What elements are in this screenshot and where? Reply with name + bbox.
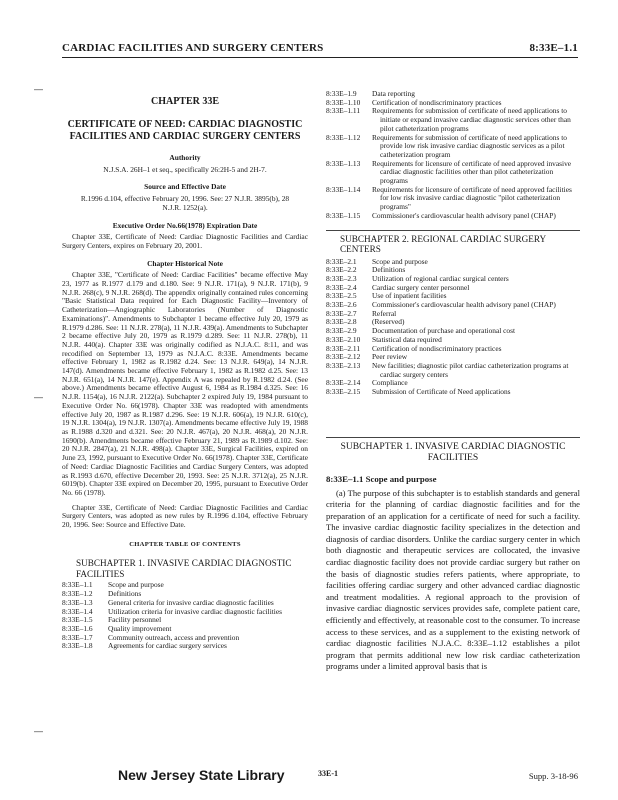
toc-entry-title: Requirements for submission of certificate of need applications to provide low risk invasive cardiac diagnostic services as a pilot catheterization program	[372, 132, 567, 159]
toc-entry-title: Definitions	[372, 265, 406, 275]
toc-entry	[326, 212, 580, 221]
toc-entry-number: 8:33E–1.12	[326, 132, 361, 142]
left-column	[62, 96, 308, 651]
toc-subchapter-1-title: SUBCHAPTER 1. INVASIVE CARDIAC DIAGNOSTIC FACILITIES	[76, 558, 292, 579]
toc-entry	[326, 160, 580, 186]
toc-entry-title: (Reserved)	[372, 317, 405, 327]
toc-entry-title: General criteria for invasive cardiac diagnostic facilities	[108, 597, 274, 607]
expiration-text: Chapter 33E, Certificate of Need: Cardiac Diagnostic Facilities and Cardiac Surgery Centers, expires on February 20, 2001.	[62, 232, 308, 250]
toc-entry	[62, 616, 308, 625]
toc-entry-number: 8:33E–1.7	[62, 632, 93, 642]
supplement-date: Supp. 3-18-96	[528, 771, 578, 781]
toc-entry	[62, 608, 308, 617]
toc-entry-title: Submission of Certificate of Need applications	[372, 387, 511, 397]
toc-entry-title: Definitions	[108, 589, 142, 599]
section-body-text: (a) The purpose of this subchapter is to establish standards and general criteria for the planning of cardiac diagnostic facilities and for the preparation of an application for a certificate of need for such a facility. The invasive cardiac diagnostic facility specializes in the detection and diagnosis of cardiac disorders. Unlike the cardiac surgery center in which both diagnostic and therapeutic services are collocated, the invasive cardiac diagnostic facility does not provide cardiac surgery but rather on the basis of diagnostic studies refers patients, where appropriate, to facilities offering cardiac surgery and other advanced cardiac diagnostic and treatment modalities. A regional approach to the provision of invasive cardiac diagnostic services provides safe, complete patient care, efficiently and effectively, at reasonable cost to the consumer. To increase access to these services, and as a supplement to the existing network of cardiac diagnostic facilities N.J.A.C. 8:33E–1.12 establishes a pilot program that permits additional new low risk cardiac catheterization programs under a limited approval basis that is	[326, 487, 580, 672]
toc-entry-title: Requirements for licensure of certificate of need approved facilities for low risk invasive cardiac diagnostic "pilot catheterization programs"	[372, 184, 572, 212]
toc-entry-title: Utilization of regional cardiac surgical centers	[372, 273, 509, 283]
history-paragraph-2: Chapter 33E, Certificate of Need: Cardiac Diagnostic Facilities and Cardiac Surgery Centers, was adopted as new rules by R.1996 d.104, effective February 20, 1996. See: Source and Effective Date.	[62, 502, 308, 530]
toc-entry-number: 8:33E–2.12	[326, 352, 361, 362]
toc-entry-number: 8:33E–2.4	[326, 282, 357, 292]
toc-entry	[326, 186, 580, 212]
page-number: 33E-1	[318, 769, 338, 778]
toc-subchapter-1-list-continued	[326, 90, 580, 221]
page-footer	[0, 767, 618, 789]
margin-mark: —	[34, 392, 43, 402]
toc-entry-number: 8:33E–2.3	[326, 273, 357, 283]
toc-entry-title: Referral	[372, 308, 397, 318]
toc-entry-title: Documentation of purchase and operational cost	[372, 326, 516, 336]
toc-entry-number: 8:33E–1.4	[62, 606, 93, 616]
toc-entry-title: Requirements for submission of certificate of need applications to initiate or expand invasive cardiac diagnostic services other than pilot catheterization programs	[372, 106, 571, 133]
toc-entry-title: Agreements for cardiac surgery services	[108, 641, 227, 651]
chapter-number: CHAPTER 33E	[150, 96, 220, 107]
toc-entry-number: 8:33E–2.1	[326, 256, 357, 266]
toc-entry-title: Certification of nondiscriminatory practices	[372, 343, 502, 353]
toc-entry-number: 8:33E–2.11	[326, 343, 361, 353]
toc-entry-title: Scope and purpose	[108, 580, 164, 590]
running-header	[62, 42, 578, 56]
toc-entry-title: Certification of nondiscriminatory practices	[372, 97, 502, 107]
header-section-number: 8:33E–1.1	[529, 42, 578, 54]
toc-entry	[326, 327, 580, 336]
toc-entry	[326, 301, 580, 310]
toc-entry-number: 8:33E–1.14	[326, 184, 361, 194]
toc-entry-number: 8:33E–1.10	[326, 97, 361, 107]
header-rule	[62, 57, 578, 58]
history-heading: Chapter Historical Note	[147, 258, 223, 268]
toc-entry-title: Compliance	[372, 378, 408, 388]
toc-subchapter-2-list	[326, 258, 580, 397]
toc-entry	[62, 581, 308, 590]
chapter-title: CERTIFICATE OF NEED: CARDIAC DIAGNOSTIC FACILITIES AND CARDIAC SURGERY CENTERS	[67, 119, 303, 142]
toc-entry-number: 8:33E–1.9	[326, 89, 357, 98]
toc-entry-title: Use of inpatient facilities	[372, 291, 447, 301]
toc-entry	[326, 107, 580, 133]
toc-entry-title: Peer review	[372, 352, 408, 362]
authority-text: N.J.S.A. 26H–1 et seq., specifically 26:2H-5 and 2H-7.	[103, 164, 267, 174]
toc-entry-title: New facilities; diagnostic pilot cardiac catheterization programs at cardiac surgery centers	[372, 360, 569, 379]
toc-entry-number: 8:33E–1.11	[326, 106, 361, 116]
toc-entry-number: 8:33E–1.15	[326, 210, 361, 220]
toc-entry	[326, 134, 580, 160]
toc-entry-number: 8:33E–2.14	[326, 378, 361, 388]
toc-entry-title: Cardiac surgery center personnel	[372, 282, 470, 292]
toc-entry	[326, 310, 580, 319]
toc-entry-number: 8:33E–2.15	[326, 387, 361, 397]
toc-entry-number: 8:33E–2.2	[326, 265, 357, 275]
toc-entry-number: 8:33E–1.2	[62, 589, 93, 599]
toc-entry-title: Facility personnel	[108, 615, 162, 625]
toc-subchapter-2-title: SUBCHAPTER 2. REGIONAL CARDIAC SURGERY CENTERS	[326, 230, 580, 255]
history-paragraph-1: Chapter 33E, "Certificate of Need: Cardiac Facilities" became effective May 23, 1977 as R.1977 d.179 and d.180. See: 9 N.J.R. 171(a), 9 N.J.R. 171(b), 9 N.J.R. 268(c), 9 N.J.R. 268(d). The appendix originally contained rules concerning "Basic Statistical Data required for Each Diagnostic Facility—Inventory of Catheterization—Angiographic Laboratories (Number of Diagnostic Examinations)". Amendments to Subchapter 1 became effective July 20, 1979 as R.1979 d.286. See: 11 N.J.R. 278(a), 11 N.J.R. 439(a). Amendments to Subchapter 2 became effective July 20, 1979 as R.1979 d.289. See: 11 N.J.R. 278(b), 11 N.J.R. 440(a). Chapter 33E was originally codified as N.J.A.C. 8:11, and was recodified on September 13, 1979 as N.J.A.C. 8:33E. Amendments became effective February 1, 1982 as R.1982 d.24. See: 13 N.J.R. 649(a), 14 N.J.R. 147(d). Amendments became effective February 1, 1982 as R.1982 d.25. See: 13 N.J.R. 651(a), 14 N.J.R. 147(e). Appendix A was repealed by R.1982 d.24. (See above.) Amendments became effective August 6, 1984 as R.1984 d.325. See: 16 N.J.R. 1154(a), 16 N.J.R. 2122(a). Subchapter 2 expired July 19, 1984 pursuant to Executive Order No. 66(1978). Chapter 33E was readopted with amendments effective July 20, 1987 as R.1987 d.296. See: 19 N.J.R. 606(a), 19 N.J.R. 610(c), 19 N.J.R. 1304(a), 19 N.J.R. 1307(a). Amendments became effective July 19, 1988 as R.1988 d.320 and d.321. See: 20 N.J.R. 467(a), 20 N.J.R. 468(a), 20 N.J.R. 1690(b). Amendments became effective February 21, 1989 as R.1989 d.102. See: 20 N.J.R. 2847(a), 21 N.J.R. 498(a). Chapter 33E, Surgical Facilities, expired on June 23, 1992, pursuant to Executive Order No. 66(1978). Chapter 33E, Certificate of Need: Cardiac Diagnostic Facilities and Cardiac Surgery Centers, was adopted as R.1993 d.670, effective December 20, 1993. See: 25 N.J.R. 3712(a), 25 N.J.R. 6019(b). Chapter 33E expired on December 20, 1995, pursuant to Executive Order No. 66 (1978).	[62, 270, 308, 497]
toc-entry-number: 8:33E–2.7	[326, 308, 357, 318]
toc-entry-number: 8:33E–1.8	[62, 641, 93, 651]
subchapter-1-heading: SUBCHAPTER 1. INVASIVE CARDIAC DIAGNOSTIC FACILITIES	[326, 437, 580, 463]
toc-entry-title: Commissioner's cardiovascular health advisory panel (CHAP)	[372, 210, 556, 220]
toc-entry	[326, 345, 580, 354]
toc-entry-number: 8:33E–1.3	[62, 597, 93, 607]
toc-entry	[326, 284, 580, 293]
toc-entry	[326, 362, 580, 379]
margin-mark: —	[34, 726, 43, 736]
toc-entry-number: 8:33E–2.10	[326, 334, 361, 344]
expiration-heading: Executive Order No.66(1978) Expiration Date	[112, 220, 258, 230]
toc-entry	[326, 258, 580, 267]
library-stamp: New Jersey State Library	[118, 767, 285, 783]
toc-entry-title: Commissioner's cardiovascular health advisory panel (CHAP)	[372, 300, 556, 310]
toc-entry-title: Utilization criteria for invasive cardiac diagnostic facilities	[108, 606, 283, 616]
source-text: R.1996 d.104, effective February 20, 1996. See: 27 N.J.R. 3895(b), 28 N.J.R. 1252(a).	[80, 194, 290, 212]
toc-entry	[326, 388, 580, 397]
toc-entry	[62, 642, 308, 651]
section-heading: 8:33E–1.1 Scope and purpose	[326, 473, 437, 484]
authority-heading: Authority	[169, 153, 201, 162]
toc-heading: CHAPTER TABLE OF CONTENTS	[129, 540, 241, 548]
toc-entry-number: 8:33E–1.1	[62, 580, 93, 590]
toc-entry-title: Community outreach, access and prevention	[108, 632, 240, 642]
toc-entry-title: Statistical data required	[372, 334, 442, 344]
toc-entry-number: 8:33E–1.5	[62, 615, 93, 625]
toc-entry-number: 8:33E–1.13	[326, 158, 361, 168]
toc-entry-title: Quality improvement	[108, 623, 172, 633]
toc-entry-title: Requirements for licensure of certificate of need approved invasive cardiac diagnostic facilities other than pilot catheterization programs	[372, 158, 572, 186]
toc-entry-number: 8:33E–1.6	[62, 623, 93, 633]
margin-mark: —	[34, 84, 43, 94]
toc-entry-number: 8:33E–2.13	[326, 360, 361, 370]
toc-entry-number: 8:33E–2.5	[326, 291, 357, 301]
source-heading: Source and Effective Date	[144, 182, 226, 192]
header-title: CARDIAC FACILITIES AND SURGERY CENTERS	[62, 42, 324, 54]
toc-entry-title: Data reporting	[372, 89, 415, 98]
toc-entry-number: 8:33E–2.9	[326, 326, 357, 336]
right-column	[326, 90, 580, 673]
toc-subchapter-1-list	[62, 581, 308, 651]
toc-entry-title: Scope and purpose	[372, 256, 428, 266]
toc-entry-number: 8:33E–2.8	[326, 317, 357, 327]
toc-entry-number: 8:33E–2.6	[326, 300, 357, 310]
